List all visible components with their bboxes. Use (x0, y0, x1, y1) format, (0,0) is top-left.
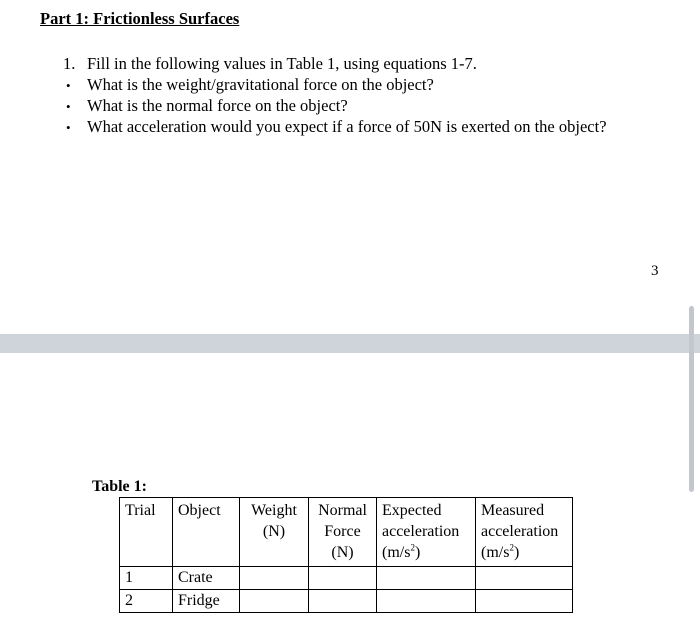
numbered-item (63, 54, 477, 74)
cell-weight (240, 590, 309, 613)
page-separator (0, 334, 700, 353)
item-text: Fill in the following values in Table 1, using equations 1-7. (87, 54, 477, 73)
header-trial: Trial (120, 498, 173, 567)
cell-normal (309, 590, 377, 613)
cell-expected (377, 567, 476, 590)
cell-measured (476, 567, 573, 590)
header-measured-acceleration: Measured acceleration $(m/s^2)$ (476, 498, 573, 567)
bullet-symbol: • (66, 78, 71, 93)
header-expected-acceleration: Expected acceleration $(m/s^2)$ (377, 498, 476, 567)
page-number: 3 (651, 263, 659, 279)
bullet-symbol: • (66, 99, 71, 114)
cell-measured (476, 590, 573, 613)
section-heading: Part 1: Frictionless Surfaces (40, 9, 240, 28)
values-table (119, 497, 573, 613)
header-normal-force: Normal Force (N) (309, 498, 377, 567)
bullet-item: What acceleration would you expect if a force of 50N is exerted on the object? (87, 117, 607, 136)
bullet-symbol: • (66, 120, 71, 135)
item-number: 1. (63, 54, 76, 73)
cell-weight (240, 567, 309, 590)
bullet-item: What is the normal force on the object? (87, 96, 348, 115)
table-caption: Table 1: (92, 478, 147, 495)
cell-trial: 2 (120, 590, 173, 613)
cell-object: Fridge (173, 590, 240, 613)
header-object: Object (173, 498, 240, 567)
cell-expected (377, 590, 476, 613)
header-weight: Weight (N) (240, 498, 309, 567)
table-row (120, 567, 573, 590)
cell-normal (309, 567, 377, 590)
cell-trial: 1 (120, 567, 173, 590)
bullet-item: What is the weight/gravitational force on the object? (87, 75, 434, 94)
table-header-row (120, 498, 573, 567)
cell-object: Crate (173, 567, 240, 590)
table-row (120, 590, 573, 613)
scrollbar-thumb[interactable] (689, 306, 694, 492)
